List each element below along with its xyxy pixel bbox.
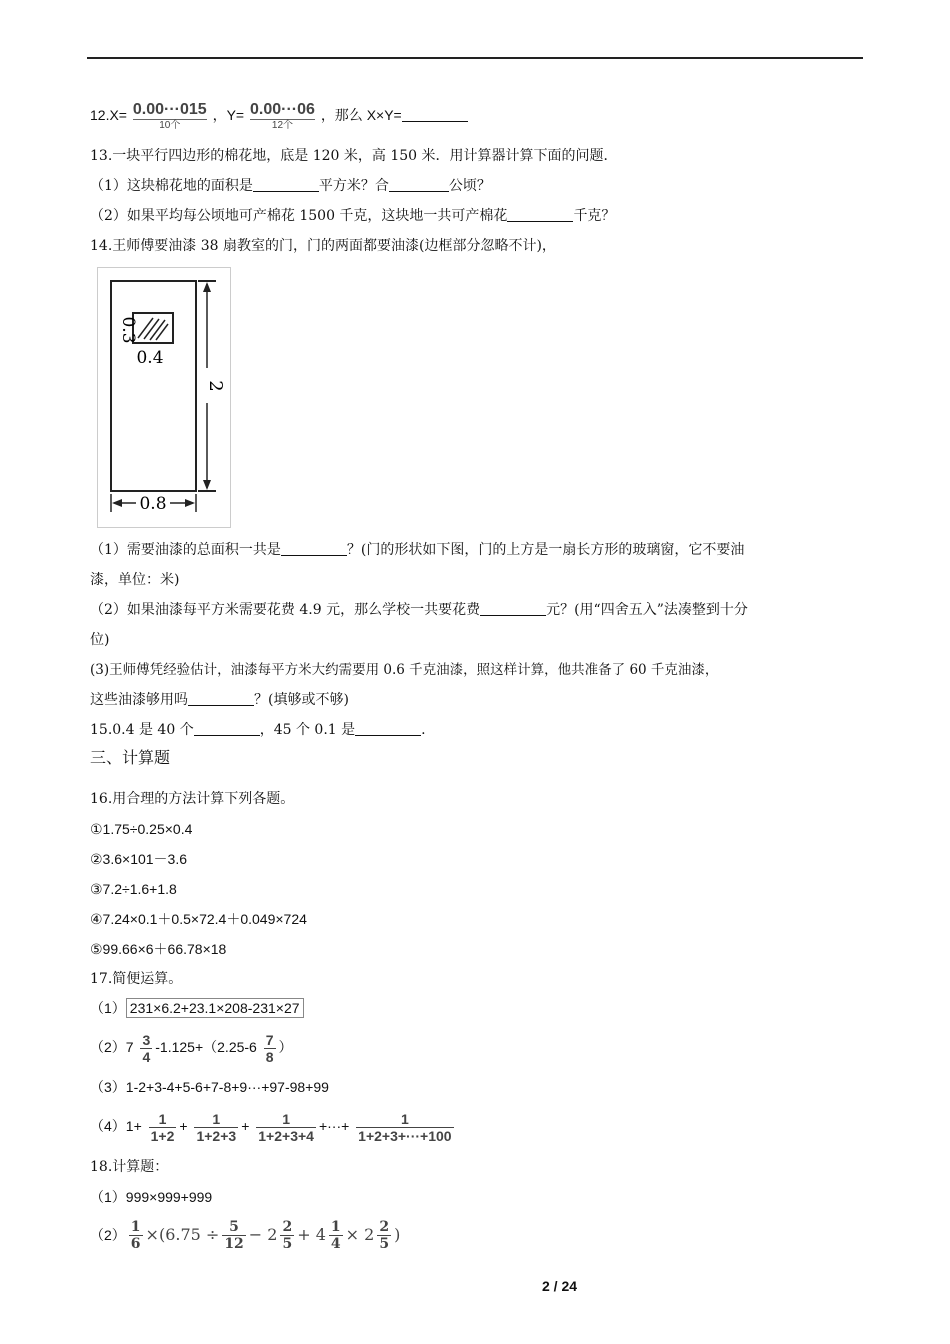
fraction (264, 1032, 276, 1065)
list-item: ④7.24×0.1＋0.5×72.4＋0.049×724 (90, 911, 307, 927)
q13-p2-text: （2）如果平均每公顷地可产棉花 1500 千克，这块地一共可产棉花 (90, 208, 508, 224)
fraction (222, 1219, 245, 1252)
q13-p1-text-c: 公顷？ (448, 178, 491, 194)
expression-text: × 2 (345, 1225, 375, 1244)
answer-blank[interactable] (188, 691, 254, 706)
question-14-part-3: (3)王师傅凭经验估计，油漆每平方米大约需要用 0.6 千克油漆，照这样计算，他共准备了 60 千克油漆， (90, 662, 719, 678)
q14-p2-text: （2）如果油漆每平方米需要花费 4.9 元，那么学校一共要花费 (90, 602, 481, 618)
numerator: 1 (158, 1110, 167, 1127)
glass-hatch (144, 319, 159, 339)
part-label: （1） (90, 1000, 126, 1016)
fraction (356, 1111, 453, 1144)
fraction (329, 1219, 343, 1252)
header-rule (87, 57, 863, 59)
fraction (140, 1032, 152, 1065)
q14-p3-continued (90, 691, 349, 709)
numerator: 2 (379, 1219, 390, 1235)
list-item: ①1.75÷0.25×0.4 (90, 821, 193, 837)
denominator: 5 (379, 1236, 390, 1252)
answer-blank[interactable] (389, 177, 449, 192)
arrow-head-icon (112, 499, 122, 507)
expression-text: ） (278, 1039, 293, 1055)
numerator: 1 (400, 1110, 409, 1127)
y-value: 0.00···06 (250, 100, 315, 118)
section-heading: 三、计算题 (90, 748, 171, 767)
q13-p1-text-b: 平方米？合 (318, 178, 389, 194)
denominator: 4 (142, 1048, 151, 1065)
fraction (149, 1111, 177, 1144)
part-label: （2） (90, 1227, 126, 1243)
denominator: 6 (130, 1236, 141, 1252)
list-item: ③7.2÷1.6+1.8 (90, 881, 177, 897)
denominator: 4 (330, 1236, 341, 1252)
q14-p2-continued: 位) (90, 632, 110, 648)
expression-text: + 4 (297, 1225, 326, 1244)
list-item: ②3.6×101－3.6 (90, 851, 188, 867)
denominator: 12 (224, 1236, 244, 1252)
expression-text: ) (394, 1225, 401, 1244)
question-18-stem: 18.计算题： (90, 1159, 169, 1175)
expression-text: ×(6.75 ÷ (145, 1225, 220, 1244)
answer-blank[interactable] (253, 177, 319, 192)
arrow-head-icon (203, 480, 211, 490)
question-17-part-4 (90, 1108, 457, 1144)
door-diagram (97, 267, 231, 528)
question-14-part-2 (90, 601, 748, 619)
q14-p3-text-c: ？(填够或不够) (254, 692, 349, 708)
q13-p1-text: （1）这块棉花地的面积是 (90, 178, 253, 194)
arrow-head-icon (185, 499, 195, 507)
question-15 (90, 721, 426, 739)
q14-p1-text-b: ？(门的形状如下图，门的上方是一扇长方形的玻璃窗，它不要油 (346, 542, 745, 558)
x-value: 0.00···015 (132, 100, 207, 118)
window-height-label: 0.3 (118, 316, 138, 344)
answer-blank[interactable] (507, 207, 573, 222)
question-14-stem: 14.王师傅要油漆 38 扇教室的门，门的两面都要油漆(边框部分忽略不计)， (90, 238, 556, 254)
glass-hatch (138, 318, 153, 338)
list-item: ⑤99.66×6＋66.78×18 (90, 941, 227, 957)
fraction (129, 1219, 143, 1252)
answer-blank[interactable] (402, 107, 468, 122)
arrow-head-icon (203, 282, 211, 292)
plus-sign: + (241, 1118, 250, 1134)
y-count: 12个 (271, 119, 294, 131)
ellipsis-sign: +···+ (318, 1118, 350, 1134)
answer-blank[interactable] (281, 541, 347, 556)
answer-blank[interactable] (194, 721, 260, 736)
question-18-part-2 (90, 1217, 400, 1253)
denominator: 1+2+3+···+100 (358, 1127, 452, 1144)
q14-p2-text-b: 元？(用“四舍五入”法凑整到十分 (546, 602, 748, 618)
plus-sign: + (179, 1118, 188, 1134)
expression-text: − 2 (248, 1225, 278, 1244)
q12-mid: ，Y= (212, 107, 245, 123)
denominator: 1+2 (150, 1127, 175, 1144)
q14-p1-continued: 漆，单位：米) (90, 572, 180, 588)
fraction (377, 1219, 391, 1252)
denominator: 1+2+3+4 (258, 1127, 314, 1144)
fraction (194, 1111, 238, 1144)
numerator: 3 (142, 1031, 151, 1048)
question-13-stem: 13.一块平行四边形的棉花地，底是 120 米，高 150 米．用计算器计算下面的问题． (90, 148, 618, 164)
page-number: 2 / 24 (542, 1278, 578, 1294)
glass-hatch (156, 324, 168, 340)
question-13-part-1 (90, 177, 491, 195)
numerator: 5 (229, 1219, 239, 1235)
numerator: 7 (265, 1031, 274, 1048)
numerator: 1 (212, 1110, 221, 1127)
question-17-stem: 17.简便运算。 (90, 971, 183, 987)
q15-text-c: . (421, 722, 426, 738)
question-13-part-2 (90, 207, 615, 225)
question-16-stem: 16.用合理的方法计算下列各题。 (90, 791, 295, 807)
numerator: 1 (130, 1219, 141, 1235)
fraction (280, 1219, 294, 1252)
part-label: （4）1+ (90, 1118, 142, 1134)
door-width-label: 0.8 (139, 494, 167, 514)
x-count: 10个 (159, 119, 181, 131)
q14-p3-text-b: 这些油漆够用吗 (90, 692, 188, 708)
denominator: 8 (265, 1048, 274, 1065)
q12-suffix: ，那么 X×Y= (320, 107, 402, 123)
denominator: 1+2+3 (196, 1127, 237, 1144)
numerator: 1 (282, 1110, 290, 1127)
expression-text: -1.125+（2.25-6 (155, 1039, 257, 1055)
q12-prefix: 12.X= (90, 107, 127, 123)
question-17-part-1 (90, 999, 304, 1017)
q15-text-a: 15.0.4 是 40 个 (90, 722, 194, 738)
part-label: （2）7 (90, 1039, 134, 1055)
question-17-part-3: （3）1-2+3-4+5-6+7-8+9···+97-98+99 (90, 1079, 329, 1095)
numerator: 1 (330, 1219, 341, 1235)
question-12 (90, 95, 468, 135)
question-14-part-1 (90, 541, 744, 559)
question-17-part-2 (90, 1029, 293, 1065)
q15-text-b: ，45 个 0.1 是 (259, 722, 356, 738)
door-diagram-svg (98, 268, 230, 527)
numerator: 2 (282, 1219, 293, 1235)
answer-blank[interactable] (355, 721, 421, 736)
window-width-label: 0.4 (136, 348, 164, 368)
expression-box: 231×6.2+23.1×208-231×27 (126, 998, 304, 1018)
denominator: 5 (282, 1236, 293, 1252)
x-repeating-decimal (133, 101, 207, 132)
q14-p1-text: （1）需要油漆的总面积一共是 (90, 542, 281, 558)
y-repeating-decimal (250, 101, 315, 132)
answer-blank[interactable] (480, 601, 546, 616)
fraction (256, 1111, 316, 1144)
door-height-label: 2 (205, 380, 226, 392)
question-18-part-1: （1）999×999+999 (90, 1189, 213, 1205)
q13-p2-text-b: 千克？ (573, 208, 616, 224)
